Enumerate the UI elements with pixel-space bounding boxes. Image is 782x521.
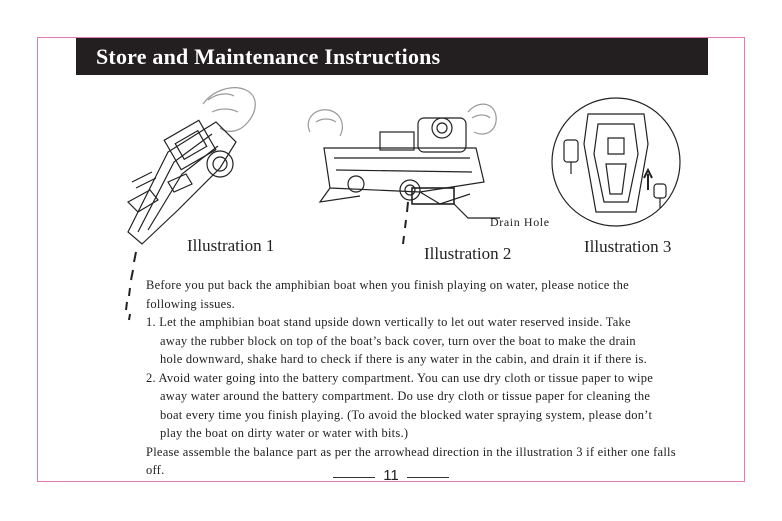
title-bar: [76, 38, 708, 75]
step-2-line: boat every time you finish playing. (To avoid the blocked water spraying system, please don’t: [160, 407, 653, 422]
closing-line: Please assemble the balance part as per the arrowhead direction in the illustration 3 if either one falls: [146, 444, 676, 459]
step-2-line: away water around the battery compartment. Do use dry cloth or tissue paper for cleaning the: [160, 389, 651, 403]
closing-line: off.: [146, 463, 165, 477]
illustration-2-image: [300, 92, 500, 252]
instructions-body: [146, 276, 736, 480]
page-title: Store and Maintenance Instructions: [96, 44, 441, 69]
step-1-line: 1. Let the amphibian boat stand upside down vertically to let out water reserved inside. Take: [146, 315, 631, 329]
step-2-line: 2. Avoid water going into the battery compartment. You can use dry cloth or tissue paper to wipe: [146, 370, 654, 385]
intro-line: Before you put back the amphibian boat when you finish playing on water, please notice the: [146, 278, 629, 292]
page-footer: [333, 466, 449, 486]
step-1-line: away the rubber block on top of the boat’s back cover, turn over the boat to make the drain: [160, 333, 636, 348]
illustration-1-caption: Illustration 1: [187, 236, 275, 255]
illustration-2-caption: Illustration 2: [424, 244, 512, 263]
illustration-3-caption: Illustration 3: [584, 237, 672, 256]
drain-hole-label: Drain Hole: [490, 215, 550, 229]
step-2-line: play the boat on dirty water or water with bits.): [160, 426, 409, 440]
footer-rule-right: [407, 477, 449, 478]
intro-line: following issues.: [146, 296, 235, 311]
illustration-3-image: [550, 94, 682, 232]
step-1-line: hole downward, shake hard to check if there is any water in the cabin, and drain it if there is.: [160, 352, 648, 366]
page-number: 11: [383, 467, 399, 484]
